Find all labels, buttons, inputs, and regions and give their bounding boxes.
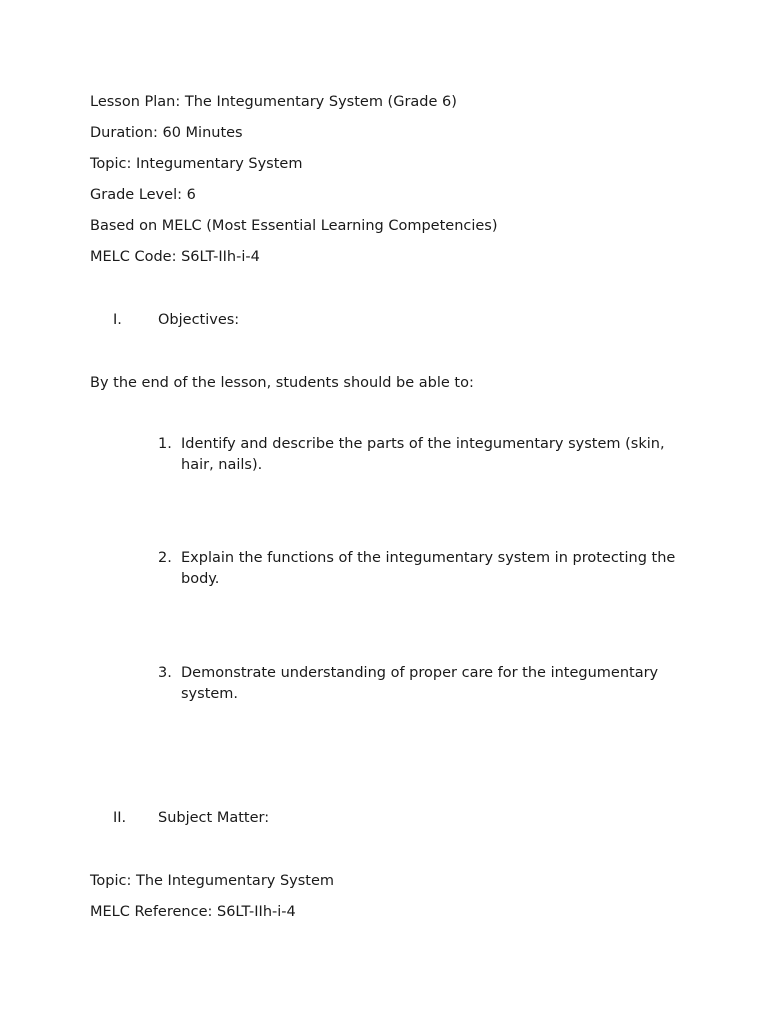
list-item-text: Identify and describe the parts of the integumentary system (skin, hair, nails).	[181, 436, 665, 473]
melc-reference-line: MELC Reference: S6LT-IIh-i-4	[90, 904, 296, 920]
melc-code-line: MELC Code: S6LT-IIh-i-4	[90, 249, 260, 265]
section-heading: Subject Matter:	[158, 810, 270, 826]
objectives-intro: By the end of the lesson, students should be able to:	[90, 375, 474, 391]
section-numeral: I.	[113, 312, 122, 328]
list-item-number: 2.	[158, 550, 172, 566]
document-title: Lesson Plan: The Integumentary System (Grade 6)	[90, 94, 457, 110]
list-item-text: Explain the functions of the integumentary system in protecting the body.	[181, 550, 676, 587]
grade-level-line: Grade Level: 6	[90, 187, 196, 203]
list-item-text: Demonstrate understanding of proper care for the integumentary system.	[181, 665, 659, 702]
section-numeral: II.	[113, 810, 127, 826]
list-item-number: 1.	[158, 436, 172, 452]
list-item-number: 3.	[158, 665, 172, 681]
subject-topic-line: Topic: The Integumentary System	[90, 873, 335, 889]
duration-line: Duration: 60 Minutes	[90, 125, 243, 141]
topic-line: Topic: Integumentary System	[90, 156, 303, 172]
section-heading: Objectives:	[158, 312, 240, 328]
melc-basis-line: Based on MELC (Most Essential Learning Competencies)	[90, 218, 498, 234]
